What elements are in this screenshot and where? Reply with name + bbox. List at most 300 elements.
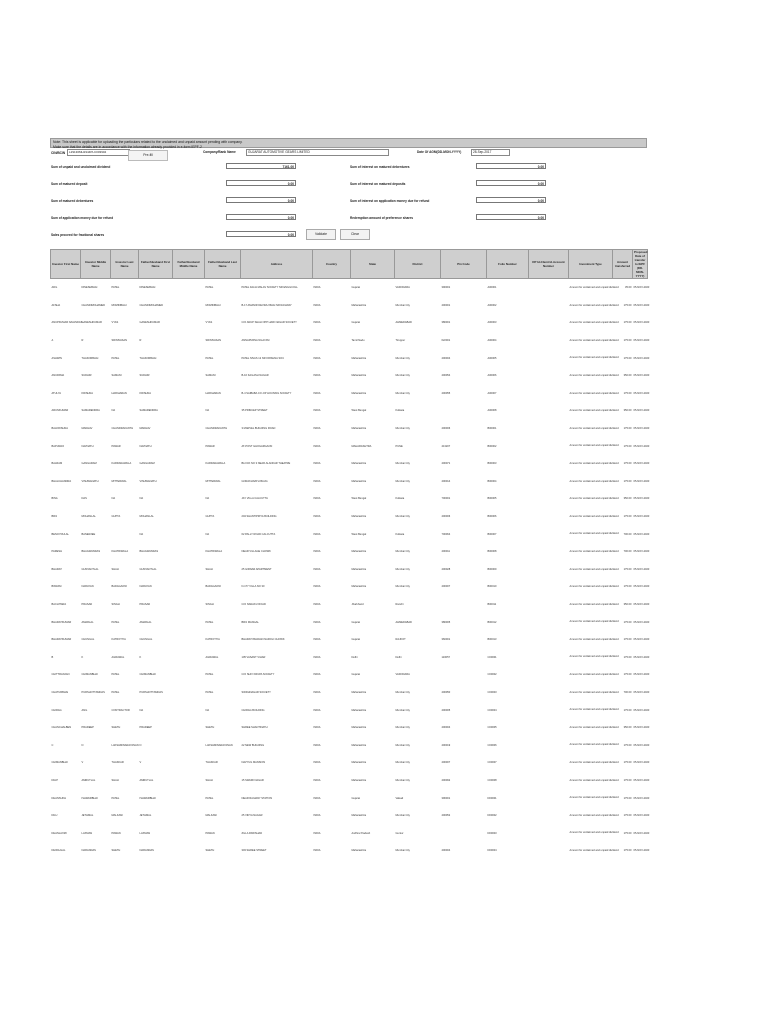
table-cell[interactable] [529,525,569,543]
table-cell[interactable]: BLOCK NO 3 NEAR ALANKAR THEATRE [241,462,291,466]
table-cell[interactable]: Mumbai City [395,743,410,747]
table-cell[interactable]: Gujarat [351,321,361,325]
unclaimed-dividend-field[interactable]: 7161.00 [226,163,296,169]
table-cell[interactable]: INDIA [313,321,321,325]
table-cell[interactable] [529,455,569,473]
table-cell[interactable]: Kolkata [395,497,405,501]
table-cell[interactable] [529,842,569,860]
application-money-field[interactable]: 0.00 [226,214,296,220]
table-cell[interactable]: KARDANAWALA [111,462,132,466]
table-cell[interactable]: Amount for unclaimed and unpaid dividend [569,655,619,659]
table-cell[interactable]: R [81,339,84,343]
table-cell[interactable]: Amount for unclaimed and unpaid dividend [569,761,619,765]
table-cell[interactable] [173,297,205,315]
table-cell[interactable]: CHATURBHAI [51,690,69,694]
table-cell[interactable]: Maharashtra [351,462,367,466]
table-cell[interactable]: GORAKHNATH BAUG [241,479,268,483]
table-cell[interactable] [173,508,205,526]
table-cell[interactable]: NA [139,532,144,536]
table-cell[interactable]: Mumbai City [395,567,410,571]
table-cell[interactable]: Amount for unclaimed and unpaid dividend [569,620,619,624]
table-cell[interactable]: Amount for unclaimed and unpaid dividend [569,743,619,747]
table-cell[interactable]: CHANDRAKANTH [205,427,228,431]
table-cell[interactable]: 175.00 [623,673,632,677]
table-cell[interactable] [529,719,569,737]
table-cell[interactable]: 303 SHREE STREET [241,849,267,853]
table-cell[interactable]: Gujarat [351,620,361,624]
table-cell[interactable]: 400004 [441,356,451,360]
table-cell[interactable]: INDIA [313,286,321,290]
table-cell[interactable]: Amount for unclaimed and unpaid dividend [569,461,619,465]
interest-matured-debentures-field[interactable]: 0.00 [476,163,546,169]
table-cell[interactable] [173,314,205,332]
table-cell[interactable]: 175.00 [623,339,632,343]
table-cell[interactable]: 400019 [441,743,451,747]
table-cell[interactable] [111,525,139,543]
table-cell[interactable]: INDIA [313,479,321,483]
table-cell[interactable]: Maharashtra [351,849,367,853]
table-cell[interactable]: GANESHKUMAR [81,321,102,325]
table-cell[interactable]: Gujarat [351,286,361,290]
table-cell[interactable] [173,842,205,860]
table-cell[interactable]: 175.00 [623,391,632,395]
table-cell[interactable] [173,807,205,825]
table-cell[interactable]: 15 SWAMI NAGAR [241,778,264,782]
table-cell[interactable]: CHANDIMOHAMED [139,303,163,307]
table-cell[interactable]: 05-NOV-2023 [633,409,650,413]
table-cell[interactable]: Maharashtra [351,708,367,712]
table-cell[interactable]: 175.00 [623,567,632,571]
table-cell[interactable]: 05-NOV-2023 [633,374,650,378]
table-cell[interactable]: VADODARA [395,673,410,677]
table-cell[interactable]: Mumbai City [395,726,410,730]
table-cell[interactable]: Mumbai City [395,585,410,589]
table-cell[interactable]: C00003 [487,690,497,694]
table-cell[interactable]: NAVNATH [81,444,94,448]
table-cell[interactable]: INDIA [313,673,321,677]
table-cell[interactable]: C/O SHIV KRUPA SOCIETY [241,673,275,677]
table-cell[interactable]: 05-NOV-2023 [633,427,650,431]
table-cell[interactable]: Amount for unclaimed and unpaid dividend [569,673,619,677]
table-cell[interactable]: 05-NOV-2023 [633,814,650,818]
table-cell[interactable]: NARANDAS [81,849,96,853]
table-cell[interactable]: DHIRAJLAL [51,849,66,853]
table-cell[interactable]: D00002 [487,814,497,818]
table-cell[interactable]: Amount for unclaimed and unpaid dividend [569,338,619,342]
table-cell[interactable] [173,754,205,772]
table-cell[interactable] [173,420,205,438]
table-cell[interactable]: Maharashtra [351,303,367,307]
table-cell[interactable]: PATEL [205,286,214,290]
table-cell[interactable]: NA [139,497,144,501]
table-cell[interactable]: 400050 [441,690,451,694]
table-cell[interactable]: AMARLAL [139,620,152,624]
table-cell[interactable]: 400007 [441,585,451,589]
table-cell[interactable]: AGRAWAL [111,655,125,659]
table-cell[interactable]: 05-NOV-2023 [633,602,650,606]
table-cell[interactable]: 05-NOV-2023 [633,444,650,448]
table-cell[interactable]: NEAR RAILWAY STATION [241,796,273,800]
table-cell[interactable]: 400028 [441,567,451,571]
table-cell[interactable]: 175.00 [623,831,632,835]
table-cell[interactable]: 380001 [441,321,451,325]
table-cell[interactable]: KATROTIYA [205,638,220,642]
table-cell[interactable] [529,420,569,438]
table-cell[interactable]: CHANDRAKANTH [111,427,134,431]
table-cell[interactable]: 35 PRINCEP STREET [241,409,268,413]
interest-application-money-field[interactable]: 0.00 [476,197,546,203]
table-cell[interactable]: DHANLAXMI [51,831,67,835]
table-cell[interactable]: 350.00 [623,602,632,606]
table-cell[interactable]: 05-NOV-2023 [633,690,650,694]
table-cell[interactable]: B00002 [487,444,497,448]
table-cell[interactable]: CONTRACTOR [111,708,130,712]
table-cell[interactable]: AHMEDABAD [395,620,412,624]
table-cell[interactable] [173,684,205,702]
table-cell[interactable]: INDIA [313,391,321,395]
table-cell[interactable]: 175.00 [623,708,632,712]
table-cell[interactable]: Mumbai City [395,462,410,466]
table-cell[interactable]: MOHANLAL [139,515,154,519]
table-cell[interactable]: 05-NOV-2023 [633,796,650,800]
table-cell[interactable] [173,596,205,614]
table-cell[interactable]: 05-NOV-2023 [633,532,650,536]
table-cell[interactable]: INDIA [313,796,321,800]
table-cell[interactable]: 175.00 [623,638,632,642]
table-cell[interactable]: PATEL [111,673,120,677]
table-cell[interactable]: BIKRAM [51,585,62,589]
table-cell[interactable]: 400014 [441,479,451,483]
table-cell[interactable] [529,543,569,561]
table-cell[interactable]: ANIL [81,708,88,712]
table-cell[interactable]: KATROTIYA [111,638,126,642]
table-cell[interactable]: ANUPKUMAR NAGINDAS [51,321,83,325]
table-cell[interactable]: 350.00 [623,374,632,378]
table-cell[interactable]: 05-NOV-2023 [633,726,650,730]
table-cell[interactable] [173,824,205,842]
table-cell[interactable] [529,754,569,772]
table-cell[interactable]: LAXMAN [139,831,151,835]
table-cell[interactable]: 175.00 [623,462,632,466]
table-cell[interactable]: 396001 [441,796,451,800]
table-cell[interactable]: Amount for unclaimed and unpaid dividend [569,585,619,589]
table-cell[interactable]: K [81,655,84,659]
table-cell[interactable]: 204 SHANTIPRIYA BUILDING [241,515,277,519]
table-cell[interactable] [529,314,569,332]
table-cell[interactable]: SHETH [205,726,215,730]
table-cell[interactable]: 400004 [441,726,451,730]
table-cell[interactable]: Amount for unclaimed and unpaid dividend [569,567,619,571]
table-cell[interactable]: BINA [51,497,58,501]
table-cell[interactable]: AMRUTLAL [139,778,154,782]
table-cell[interactable]: Delhi [395,655,402,659]
table-cell[interactable]: Maharashtra [351,585,367,589]
table-cell[interactable] [173,525,205,543]
table-cell[interactable]: 35.00 [625,286,632,290]
sale-proceed-field[interactable]: 0.00 [226,231,296,237]
table-cell[interactable] [529,613,569,631]
table-cell[interactable]: 175.00 [623,356,632,360]
table-cell[interactable]: SAMANI [111,374,122,378]
table-cell[interactable]: Amount for unclaimed and unpaid dividend [569,690,619,694]
table-cell[interactable]: MAHARASHTRA [351,444,372,448]
table-cell[interactable]: B00004 [487,479,497,483]
table-cell[interactable]: CHANCHALBEN [51,726,72,730]
table-cell[interactable]: R [139,339,142,343]
table-cell[interactable]: INDIA [313,585,321,589]
table-cell[interactable]: B00007 [487,532,497,536]
table-cell[interactable]: JETHMAL [81,814,94,818]
table-cell[interactable]: AMARLAL [81,620,94,624]
table-cell[interactable] [529,684,569,702]
table-cell[interactable]: ISHWARBHAI [81,796,98,800]
table-cell[interactable]: ATULYA [51,391,62,395]
table-cell[interactable]: CHANDIMOHAMED [81,303,105,307]
table-cell[interactable]: 05-NOV-2023 [633,356,650,360]
table-cell[interactable]: A00006 [487,374,497,378]
table-cell[interactable] [173,367,205,385]
table-cell[interactable]: CHUNILAL [81,638,95,642]
table-cell[interactable]: CHIMANBHAI [51,761,68,765]
table-cell[interactable]: BHARATKUMAR [51,620,72,624]
table-cell[interactable]: THAKORBHAI [139,356,157,360]
table-cell[interactable]: INDIA [313,849,321,853]
table-cell[interactable]: B-16 KAILASH NAGAR [241,374,269,378]
table-cell[interactable]: PATEL [111,356,120,360]
table-cell[interactable] [529,824,569,842]
table-cell[interactable]: 175.00 [623,761,632,765]
table-cell[interactable]: Amount for unclaimed and unpaid dividend [569,286,619,289]
table-cell[interactable]: INDIA [313,515,321,519]
table-cell[interactable]: Amount for unclaimed and unpaid dividend [569,321,619,325]
table-cell[interactable] [441,666,487,684]
table-cell[interactable] [173,736,205,754]
table-cell[interactable]: ISHWARBHAI [139,796,156,800]
table-cell[interactable]: THAKKAR [111,761,124,765]
table-cell[interactable]: VADODARA [395,286,410,290]
table-cell[interactable] [529,648,569,666]
table-cell[interactable]: INDIA [313,726,321,730]
table-cell[interactable] [529,332,569,350]
matured-deposit-field[interactable]: 0.00 [226,180,296,186]
prefill-button[interactable]: Pre-fill [128,150,168,161]
table-cell[interactable]: 110057 [441,655,450,659]
table-cell[interactable]: Mumbai City [395,391,410,395]
table-cell[interactable]: 400001 [441,303,451,307]
table-cell[interactable]: 05-NOV-2023 [633,286,650,290]
table-cell[interactable]: SUDHIR [81,374,92,378]
table-cell[interactable]: Amount for unclaimed and unpaid dividend [569,409,619,413]
table-cell[interactable]: SUDHIR [139,374,150,378]
table-cell[interactable]: Amount for unclaimed and unpaid dividend [569,849,619,852]
table-cell[interactable]: 25 VIDYA NAGAR [241,814,263,818]
table-cell[interactable]: Maharashtra [351,391,367,395]
table-cell[interactable]: PAWAR [205,444,215,448]
table-cell[interactable]: Amount for unclaimed and unpaid dividend [569,637,619,641]
table-cell[interactable]: 05-NOV-2023 [633,655,650,659]
table-cell[interactable]: INDIA [313,778,321,782]
table-cell[interactable]: 350.00 [623,497,632,501]
table-cell[interactable]: KRISHNA [139,391,152,395]
table-cell[interactable]: 400011 [441,550,450,554]
table-cell[interactable]: 400006 [441,427,451,431]
table-cell[interactable]: GANGARAM [139,462,155,466]
table-cell[interactable]: 05-NOV-2023 [633,778,650,782]
table-cell[interactable]: 05-NOV-2023 [633,620,650,624]
table-cell[interactable]: 400055 [441,391,451,395]
table-cell[interactable]: C [51,743,54,747]
table-cell[interactable]: Amount for unclaimed and unpaid dividend [569,426,619,430]
table-cell[interactable]: 05-NOV-2023 [633,515,650,519]
table-cell[interactable]: INDIA [313,550,321,554]
table-cell[interactable]: BHARAT [51,567,62,571]
table-cell[interactable]: 05-NOV-2023 [633,321,650,325]
table-cell[interactable]: 400052 [441,814,451,818]
table-cell[interactable]: Jharkhand [351,602,364,606]
table-cell[interactable]: INDIA [313,831,321,835]
table-cell[interactable]: Mumbai City [395,761,410,765]
table-cell[interactable] [441,402,487,420]
table-cell[interactable]: HARIHARAN [205,391,221,395]
table-cell[interactable]: INDIA [313,814,321,818]
table-cell[interactable]: BALRAM [51,462,63,466]
table-cell[interactable]: 05-NOV-2023 [633,708,650,712]
table-cell[interactable] [529,473,569,491]
table-cell[interactable]: GUPTA [111,515,121,519]
table-cell[interactable]: West Bengal [351,409,367,413]
table-cell[interactable]: Mumbai City [395,814,410,818]
table-cell[interactable]: Gujarat [351,796,361,800]
table-cell[interactable] [173,701,205,719]
table-cell[interactable]: A00002 [487,303,497,307]
table-cell[interactable]: PATEL NIVAS 12 NR KRISHNA SOC [241,356,285,360]
table-cell[interactable]: 05-NOV-2023 [633,585,650,589]
table-cell[interactable]: Amount for unclaimed and unpaid dividend [569,444,619,448]
table-cell[interactable]: ADIL [51,286,58,290]
table-cell[interactable]: Mumbai City [395,550,410,554]
table-cell[interactable] [173,719,205,737]
table-cell[interactable]: B00001 [487,427,497,431]
table-cell[interactable]: GANESHKUMAR [139,321,160,325]
table-cell[interactable]: West Bengal [351,532,367,536]
table-cell[interactable]: SRINIVASAN [111,339,128,343]
table-cell[interactable]: PAWAR [111,444,121,448]
table-cell[interactable]: Amount for unclaimed and unpaid dividend [569,708,619,712]
table-cell[interactable]: MOMINBHAI [205,303,221,307]
table-cell[interactable] [173,772,205,790]
table-cell[interactable]: A00001 [487,286,497,290]
table-cell[interactable] [173,402,205,420]
table-cell[interactable]: 175.00 [623,515,632,519]
table-cell[interactable] [529,789,569,807]
table-cell[interactable]: SINGH [111,602,120,606]
table-cell[interactable]: Mumbai City [395,374,410,378]
table-cell[interactable]: SRINIVASAN [205,339,222,343]
table-cell[interactable]: 05-NOV-2023 [633,303,650,307]
table-cell[interactable]: 400005 [441,708,451,712]
table-cell[interactable]: NARAYAN [139,585,152,589]
table-cell[interactable]: Maharashtra [351,550,367,554]
table-cell[interactable]: LAKSHMINARAYANAN [111,743,139,747]
table-cell[interactable]: AGRAWAL [205,655,219,659]
table-cell[interactable]: 05-NOV-2023 [633,339,650,343]
table-cell[interactable]: BACHITARA [51,602,67,606]
table-cell[interactable]: Amount for unclaimed and unpaid dividend [569,796,619,800]
table-cell[interactable]: PRASAD [139,602,151,606]
table-cell[interactable]: 05-NOV-2023 [633,462,650,466]
table-cell[interactable]: PRASAD [81,602,93,606]
table-cell[interactable]: NA [139,708,144,712]
table-cell[interactable]: 05-NOV-2023 [633,673,650,677]
table-cell[interactable]: KHATRIWALA [205,550,223,554]
table-cell[interactable]: Maharashtra [351,726,367,730]
table-cell[interactable] [529,437,569,455]
table-cell[interactable]: ASHWIN [51,356,62,360]
table-cell[interactable]: N-177 VILLA NO 30 [241,585,265,589]
table-cell[interactable]: Maharashtra [351,515,367,519]
table-cell[interactable]: NAVNATH [139,444,152,448]
table-cell[interactable]: B00013 [487,638,497,642]
cin-field[interactable]: L29130MH1944PLC003904 [67,149,130,156]
company-name-field[interactable]: GUJARAT AUTOMOTIVE GEARS LIMITED [246,149,389,156]
table-cell[interactable]: D00004 [487,849,497,853]
table-cell[interactable] [173,648,205,666]
table-cell[interactable]: 25 GIRNAR APARTMENT [241,567,272,571]
table-cell[interactable]: 400007 [441,761,451,765]
table-cell[interactable]: AT-POST GHOGARGAON [241,444,273,448]
table-cell[interactable]: C/O NANAKU ROAD [241,602,266,606]
table-cell[interactable]: HARIHARAN [111,391,127,395]
table-cell[interactable]: DHANSUKH [51,796,67,800]
table-cell[interactable]: A00004 [487,339,497,343]
table-cell[interactable]: 700001 [441,497,451,501]
table-cell[interactable]: PRADEEP [139,726,152,730]
table-cell[interactable]: ANUPAMA [51,374,65,378]
table-cell[interactable]: 175.00 [623,585,632,589]
table-cell[interactable]: 350.00 [623,726,632,730]
table-cell[interactable]: THAKKAR [205,761,218,765]
table-cell[interactable]: BHAGWANDAS [81,550,101,554]
table-cell[interactable]: JAY VILLA CALCUTTA [241,497,268,501]
table-cell[interactable]: SHAH [111,778,119,782]
table-cell[interactable]: MOMINBHAI [111,303,127,307]
table-cell[interactable]: SINGH [205,602,214,606]
table-cell[interactable]: DINESHBHAI [81,286,98,290]
table-cell[interactable]: GUNVANTLAL [139,567,157,571]
table-cell[interactable] [173,543,205,561]
table-cell[interactable]: RAJKOT [395,638,406,642]
table-cell[interactable]: Maharashtra [351,374,367,378]
table-cell[interactable]: Mumbai City [395,515,410,519]
table-cell[interactable]: PURSHOTTAMDAS [139,690,163,694]
table-cell[interactable]: INDIA [313,620,321,624]
table-cell[interactable]: Amount for unclaimed and unpaid dividend [569,356,619,360]
table-cell[interactable]: 390001 [441,286,451,290]
table-cell[interactable]: 05-NOV-2023 [633,761,650,765]
table-cell[interactable]: 700.00 [623,690,632,694]
table-cell[interactable]: 175.00 [623,849,632,853]
table-cell[interactable]: BHAGWANDAS [139,550,159,554]
table-cell[interactable]: INDIA [313,743,321,747]
table-cell[interactable]: B00010 [487,585,497,589]
table-cell[interactable]: ARUNKUMAR [51,409,69,413]
table-cell[interactable]: 413207 [441,444,451,448]
table-cell[interactable]: BHARATI BHAVAN NAROLI CHOWK [241,638,285,642]
table-cell[interactable]: 175.00 [623,655,632,659]
table-cell[interactable]: INDIA [313,602,321,606]
table-cell[interactable]: INDIA [313,638,321,642]
table-cell[interactable]: Andhra Pradesh [351,831,371,835]
